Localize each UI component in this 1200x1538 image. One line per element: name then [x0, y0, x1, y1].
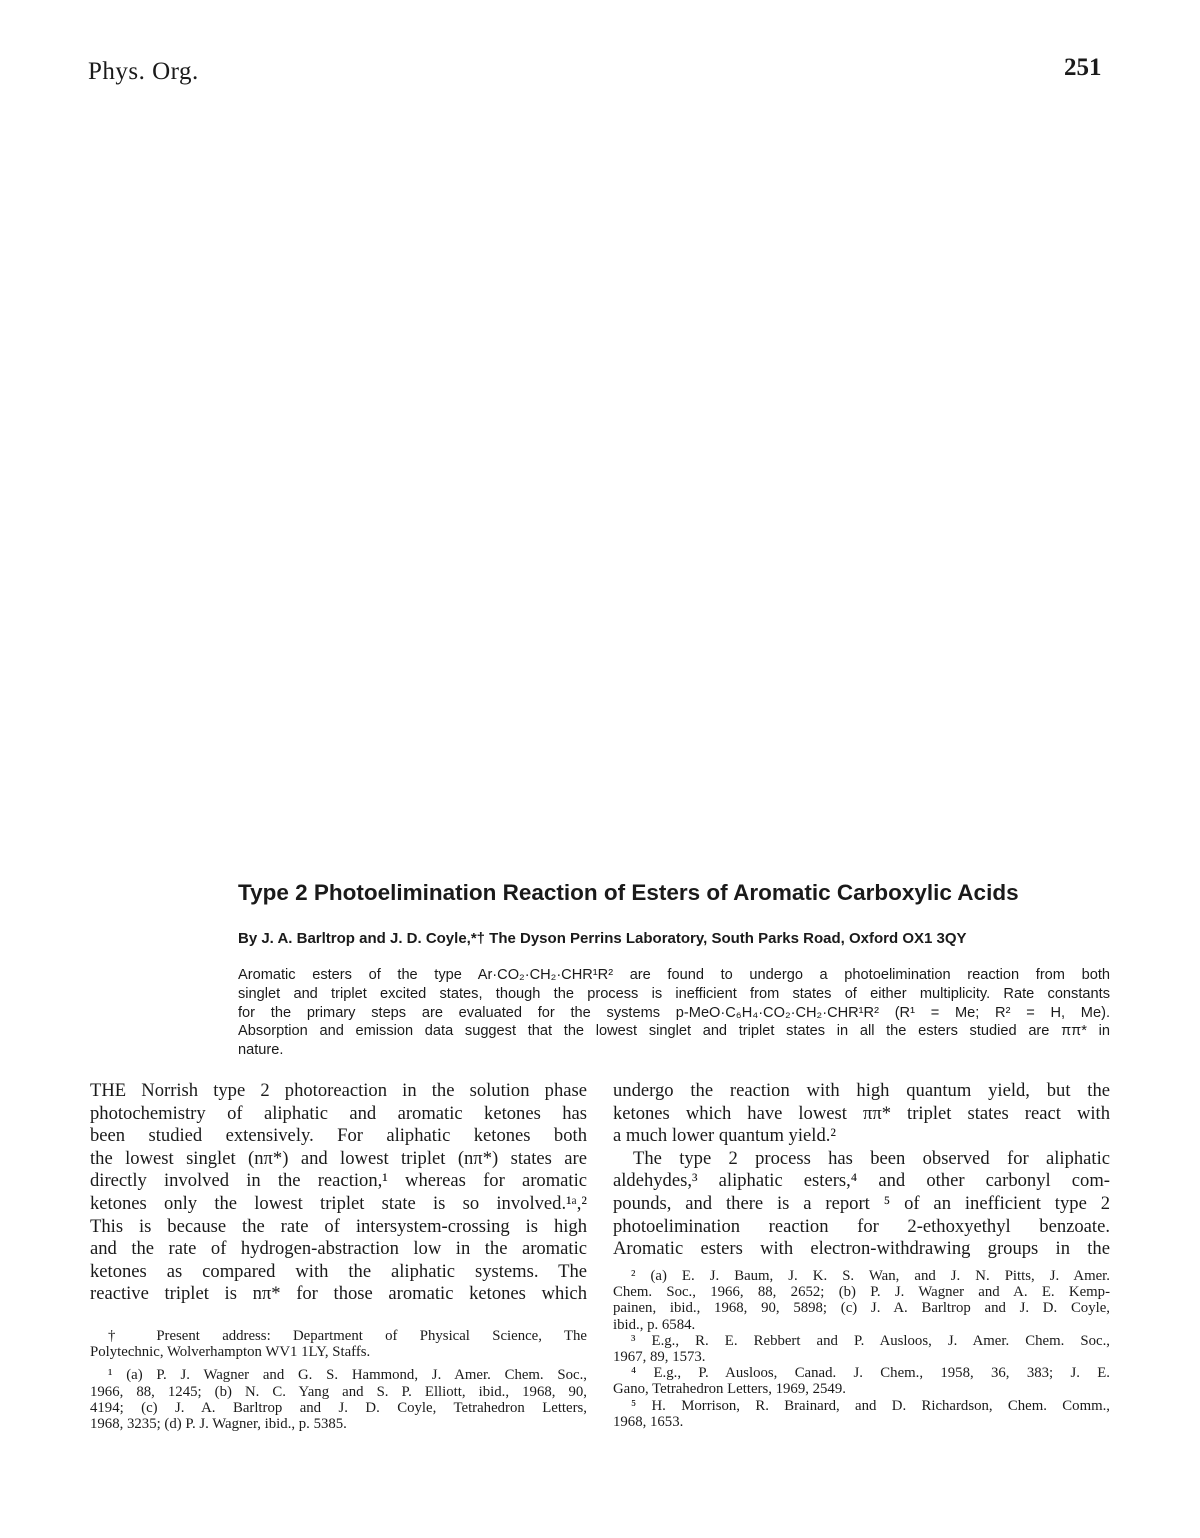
body-line: directly involved in the reaction,¹ whereas for aromatic	[90, 1170, 587, 1192]
body-line: the lowest singlet (nπ*) and lowest triplet (nπ*) states are	[90, 1147, 587, 1169]
body-line: Aromatic esters with electron-withdrawing groups in the	[613, 1238, 1110, 1260]
footnote-line: ² (a) E. J. Baum, J. K. S. Wan, and J. N. Pitts, J. Amer.	[631, 1268, 1110, 1284]
abstract	[238, 966, 1110, 1060]
footnote-line: 1968, 3235; (d) P. J. Wagner, ibid., p. 5385.	[90, 1416, 347, 1433]
footnote-line: ibid., p. 6584.	[613, 1316, 696, 1333]
footnote-spacer	[90, 1360, 587, 1367]
footnote-line: 1968, 1653.	[613, 1413, 684, 1430]
body-line: ketones only the lowest triplet state is so involved.¹ᵃ,²	[90, 1192, 587, 1214]
footnote-line: painen, ibid., 1968, 90, 5898; (c) J. A. Barltrop and J. D. Coyle,	[613, 1300, 1110, 1317]
running-head-journal: Phys. Org.	[88, 58, 199, 85]
footnote-line: ³ E.g., R. E. Rebbert and P. Ausloos, J. Amer. Chem. Soc.,	[631, 1332, 1110, 1349]
body-line: a much lower quantum yield.²	[613, 1125, 836, 1147]
body-line: ketones as compared with the aliphatic systems. The	[90, 1260, 587, 1282]
body-column-left	[90, 1080, 587, 1306]
abstract-line: Aromatic esters of the type Ar·CO₂·CH₂·CHR¹R² are found to undergo a photoelimination reaction from both	[238, 967, 1110, 983]
footnote-line: Chem. Soc., 1966, 88, 2652; (b) P. J. Wagner and A. E. Kemp-	[613, 1284, 1110, 1301]
footnote-line: † Present address: Department of Physical Science, The	[108, 1328, 587, 1344]
footnote-line: ¹ (a) P. J. Wagner and G. S. Hammond, J. Amer. Chem. Soc.,	[108, 1367, 587, 1384]
body-column-right	[613, 1080, 1110, 1261]
article-byline: By J. A. Barltrop and J. D. Coyle,*† The Dyson Perrins Laboratory, South Parks Road, Oxford OX1 3QY	[238, 930, 967, 947]
abstract-line: Absorption and emission data suggest that the lowest singlet and triplet states in all the esters studied are ππ* in	[238, 1023, 1110, 1040]
footnote-line: 1966, 88, 1245; (b) N. C. Yang and S. P. Elliott, ibid., 1968, 90,	[90, 1383, 587, 1400]
abstract-line: singlet and triplet excited states, though the process is inefficient from states of either multiplicity. Rate constants	[238, 985, 1110, 1002]
page-number: 251	[1064, 54, 1102, 81]
body-line: pounds, and there is a report ⁵ of an inefficient type 2	[613, 1192, 1110, 1214]
footnote-line: ⁴ E.g., P. Ausloos, Canad. J. Chem., 1958, 36, 383; J. E.	[631, 1365, 1110, 1382]
body-line: undergo the reaction with high quantum yield, but the	[613, 1080, 1110, 1101]
footnote-line: 1967, 89, 1573.	[613, 1349, 706, 1366]
body-line: photochemistry of aliphatic and aromatic ketones has	[90, 1102, 587, 1124]
body-line: been studied extensively. For aliphatic ketones both	[90, 1125, 587, 1147]
footnote-line: 4194; (c) J. A. Barltrop and J. D. Coyle, Tetrahedron Letters,	[90, 1399, 587, 1416]
abstract-line: nature.	[238, 1042, 284, 1059]
footnote-line: Polytechnic, Wolverhampton WV1 1LY, Staffs.	[90, 1344, 371, 1361]
body-line: aldehydes,³ aliphatic esters,⁴ and other carbonyl com-	[613, 1170, 1110, 1192]
footnotes-right	[613, 1268, 1110, 1430]
footnote-line: Gano, Tetrahedron Letters, 1969, 2549.	[613, 1381, 846, 1398]
footnotes-left	[90, 1328, 587, 1432]
body-line: reactive triplet is nπ* for those aromatic ketones which	[90, 1283, 587, 1305]
body-line: This is because the rate of intersystem-crossing is high	[90, 1215, 587, 1237]
body-line: photoelimination reaction for 2-ethoxyethyl benzoate.	[613, 1215, 1110, 1237]
body-line: and the rate of hydrogen-abstraction low in the aromatic	[90, 1238, 587, 1260]
footnote-line: ⁵ H. Morrison, R. Brainard, and D. Richardson, Chem. Comm.,	[631, 1397, 1110, 1414]
body-line: The type 2 process has been observed for aliphatic	[633, 1147, 1110, 1169]
abstract-line: for the primary steps are evaluated for the systems p-MeO·C₆H₄·CO₂·CH₂·CHR¹R² (R¹ = Me; R² = H, Me).	[238, 1004, 1110, 1021]
body-line: ketones which have lowest ππ* triplet states react with	[613, 1102, 1110, 1124]
body-line: THE Norrish type 2 photoreaction in the solution phase	[90, 1080, 587, 1101]
article-title: Type 2 Photoelimination Reaction of Esters of Aromatic Carboxylic Acids	[238, 880, 1019, 905]
